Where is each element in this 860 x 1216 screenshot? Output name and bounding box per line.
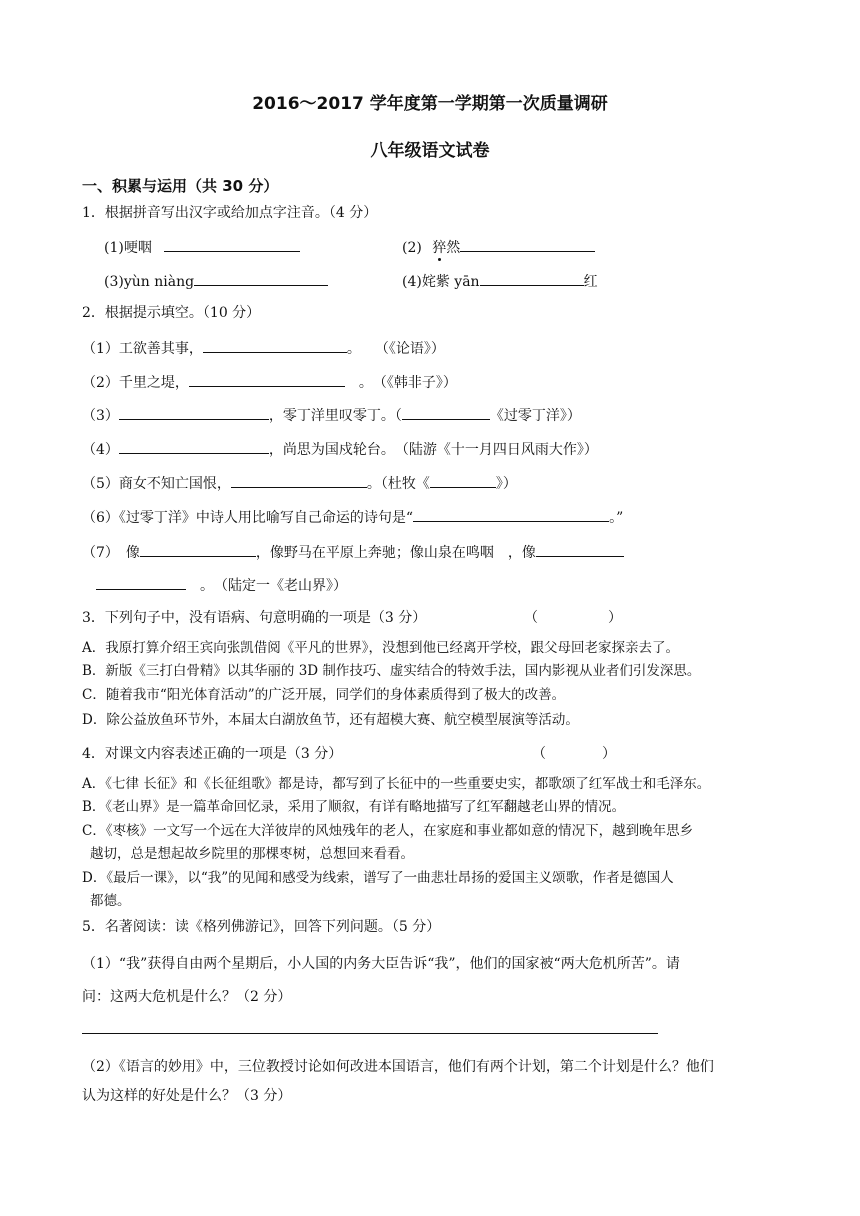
- q1-item-1-label: (1)哽咽: [104, 240, 152, 256]
- answer-parentheses[interactable]: （ ）: [532, 746, 616, 762]
- q2-line-1-text: （1）工欲善其事，: [82, 341, 203, 357]
- answer-blank[interactable]: [203, 337, 347, 353]
- answer-blank[interactable]: [430, 472, 496, 488]
- q1-item-2: [402, 236, 595, 258]
- q2-line-3-num: （3）: [82, 408, 119, 424]
- q2-line-4-num: （4）: [82, 442, 119, 458]
- question-1-stem: 1．根据拼音写出汉字或给加点字注音。（4 分）: [82, 205, 378, 221]
- q4-option-d-line-2: 都德。: [90, 893, 131, 909]
- q2-line-2-source: 。 （《韩非子》）: [344, 375, 457, 391]
- q2-line-8: [96, 574, 347, 596]
- q2-line-3-text: ，零丁洋里叹零丁。（: [268, 408, 402, 424]
- answer-blank[interactable]: [231, 472, 367, 488]
- q2-line-1: [82, 337, 445, 359]
- question-3-stem: 3．下列句子中，没有语病、句意明确的一项是（3 分）: [82, 610, 427, 626]
- q1-item-2-rest: 然: [446, 240, 461, 256]
- q2-line-4: [82, 438, 598, 460]
- q1-item-4: [402, 270, 598, 292]
- q2-line-5-close: 》）: [495, 476, 517, 492]
- answer-blank[interactable]: [164, 236, 300, 252]
- answer-blank[interactable]: [536, 541, 624, 557]
- q2-line-5-source: 。（杜牧《: [366, 476, 430, 492]
- question-4-stem: 4．对课文内容表述正确的一项是（3 分）: [82, 746, 343, 762]
- answer-parentheses[interactable]: （ ）: [524, 610, 622, 626]
- q1-item-3-label: (3)yùn niàng: [104, 274, 195, 290]
- q2-line-2-text: （2）千里之堤，: [82, 375, 189, 391]
- q2-line-7-text: （7） 像: [82, 545, 140, 561]
- q3-option-c: C．随着我市“阳光体育活动”的广泛开展，同学们的身体素质得到了极大的改善。: [82, 687, 566, 703]
- q2-line-3: [82, 404, 581, 426]
- q2-line-5-text: （5）商女不知亡国恨，: [82, 476, 231, 492]
- q2-line-2: [82, 371, 457, 393]
- q2-line-6-text: （6）《过零丁洋》中诗人用比喻写自己命运的诗句是“: [82, 510, 414, 526]
- answer-blank[interactable]: [119, 404, 269, 420]
- answer-blank[interactable]: [194, 270, 328, 286]
- q4-option-a: A．《七律 长征》和《长征组歌》都是诗，都写到了长征中的一些重要史实，都歌颂了红军战士和毛泽东。: [82, 776, 711, 792]
- q1-item-4-tail: 红: [583, 274, 598, 290]
- q5-sub-2-line-1: （2）《语言的妙用》中，三位教授讨论如何改进本国语言，他们有两个计划，第二个计划是什么？他们: [82, 1059, 714, 1075]
- q2-line-6: [82, 506, 623, 528]
- answer-blank[interactable]: [460, 236, 595, 252]
- answer-line[interactable]: [82, 1033, 658, 1034]
- q2-line-8-source: 。 （陆定一《老山界》）: [186, 578, 347, 594]
- q2-line-6-close: 。”: [609, 510, 624, 526]
- exam-subtitle: 八年级语文试卷: [370, 141, 490, 161]
- question-2-stem: 2．根据提示填空。（10 分）: [82, 305, 261, 321]
- answer-blank[interactable]: [140, 541, 256, 557]
- q2-line-3-source: 《过零丁洋》）: [489, 408, 581, 424]
- answer-blank[interactable]: [96, 574, 186, 590]
- q2-line-4-text: ，尚思为国戍轮台。 （陆游《十一月四日风雨大作》）: [268, 442, 598, 458]
- q2-line-5: [82, 472, 517, 494]
- exam-title: 2016～2017 学年度第一学期第一次质量调研: [252, 94, 608, 114]
- answer-blank[interactable]: [119, 438, 269, 454]
- q2-line-7: [82, 541, 624, 563]
- q1-item-4-label: (4)姹紫 yān: [402, 274, 480, 290]
- answer-blank[interactable]: [189, 371, 345, 387]
- answer-blank[interactable]: [413, 506, 609, 522]
- q1-item-2-label: (2): [402, 240, 422, 256]
- section-heading: 一、积累与运用（共 30 分）: [82, 177, 279, 195]
- answer-blank[interactable]: [480, 270, 584, 286]
- q2-line-7-middle: ，像野马在平原上奔驰；像山泉在鸣咽 ，像: [255, 545, 536, 561]
- q2-line-1-source: 。 （《论语》）: [346, 341, 445, 357]
- q1-item-3: [104, 270, 328, 292]
- dotted-character: 猝: [432, 240, 447, 256]
- q5-sub-2-line-2: 认为这样的好处是什么？（3 分）: [82, 1088, 292, 1104]
- question-5-stem: 5．名著阅读：读《格列佛游记》，回答下列问题。（5 分）: [82, 919, 441, 935]
- q3-option-a: A．我原打算介绍王宾向张凯借阅《平凡的世界》，没想到他已经离开学校，跟父母回老家探亲去了。: [82, 640, 679, 656]
- q4-option-c-line-2: 越切，总是想起故乡院里的那棵枣树，总想回来看看。: [90, 846, 414, 862]
- answer-blank[interactable]: [402, 404, 490, 420]
- q4-option-d-line-1: D．《最后一课》，以“我”的见闻和感受为线索，谱写了一曲悲壮昂扬的爱国主义颂歌，作者是德国人: [82, 870, 674, 886]
- q3-option-b: B．新版《三打白骨精》以其华丽的 3D 制作技巧、虚实结合的特效手法，国内影视从业者们引发深思。: [82, 663, 701, 679]
- q5-sub-1-line-1: （1）“我”获得自由两个星期后，小人国的内务大臣告诉“我”，他们的国家被“两大危机所苦”。请: [82, 956, 680, 972]
- q4-option-c-line-1: C．《枣核》一文写一个远在大洋彼岸的风烛残年的老人，在家庭和事业都如意的情况下，越到晚年思乡: [82, 823, 694, 839]
- q1-item-1: [104, 236, 300, 258]
- q5-sub-1-line-2: 问：这两大危机是什么？（2 分）: [82, 989, 292, 1005]
- q3-option-d: D．除公益放鱼环节外，本届太白湖放鱼节，还有超模大赛、航空模型展演等活动。: [82, 712, 579, 728]
- q4-option-b: B．《老山界》是一篇革命回忆录，采用了顺叙，有详有略地描写了红军翻越老山界的情况。: [82, 799, 626, 815]
